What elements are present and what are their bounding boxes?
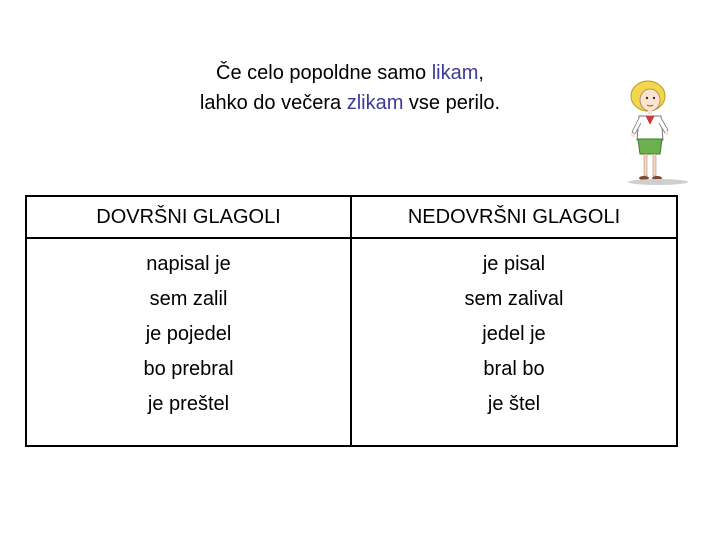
cartoon-girl-icon: [622, 78, 694, 188]
header-perfective: DOVRŠNI GLAGOLI: [26, 196, 351, 238]
imperfective-verb: sem zalival: [464, 288, 564, 310]
heading-line-1-punct: ,: [478, 62, 484, 84]
imperfective-verb: jedel je: [482, 323, 546, 345]
perfective-verb: napisal je: [146, 253, 231, 275]
imperfective-cell: [351, 238, 677, 446]
heading-line-2-text: lahko do večera: [199, 92, 347, 114]
perfective-verb: bo prebral: [143, 358, 234, 380]
imperfective-verb: bral bo: [483, 358, 545, 380]
imperfective-verb: je štel: [487, 393, 541, 415]
heading-line-2: [100, 88, 600, 118]
header-imperfective: NEDOVRŠNI GLAGOLI: [351, 196, 677, 238]
highlighted-verb-zlikam: zlikam: [346, 92, 404, 114]
verb-aspect-table: [25, 195, 678, 447]
heading-line-1-text: Če celo popoldne samo: [216, 62, 432, 84]
imperfective-verb: je pisal: [482, 253, 546, 275]
heading-line-1: [100, 58, 600, 88]
heading-line-2-end: vse perilo.: [403, 92, 501, 114]
perfective-verb: je preštel: [147, 393, 230, 415]
perfective-cell: [26, 238, 351, 446]
table-header-row: [26, 196, 677, 238]
highlighted-verb-likam: likam: [431, 62, 479, 84]
table-row: [26, 238, 677, 446]
perfective-verb: je pojedel: [145, 323, 232, 345]
perfective-verb: sem zalil: [149, 288, 228, 310]
slide-heading: [100, 58, 600, 118]
